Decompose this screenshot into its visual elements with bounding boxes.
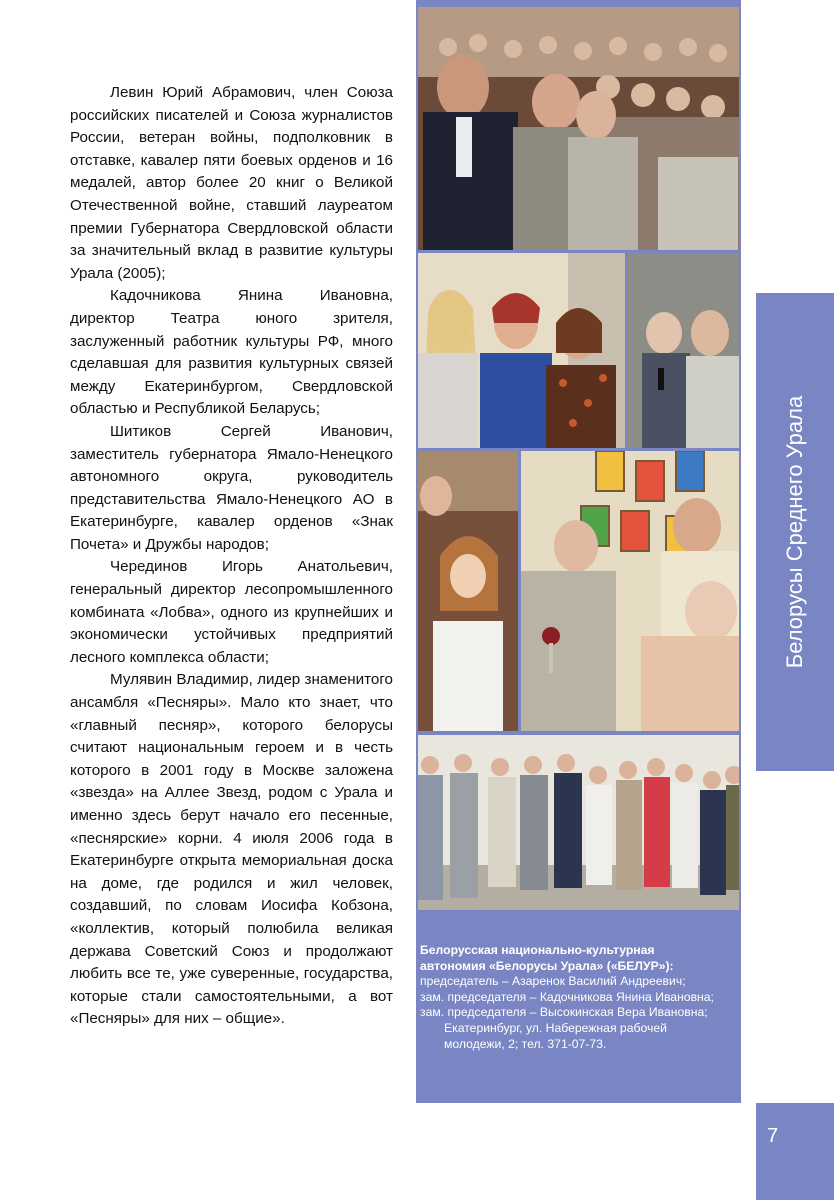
photo-group: [418, 735, 739, 910]
section-tab: [756, 293, 834, 771]
caption-title-line2: автономия «Белорусы Урала» («БЕЛУР»):: [420, 958, 674, 973]
photo-young-woman: [418, 451, 518, 731]
organization-caption: [420, 943, 738, 1052]
caption-address-line2: молодежи, 2; тел. 371-07-73.: [444, 1036, 607, 1051]
paragraph-shitikov: Шитиков Сергей Иванович, заместитель губернатора Ямало-Ненецкого автономного округа, руководитель представительства Ямало-Ненецкого АО в Екатеринбурге, кавалер орденов «Знак Почета» и Дружбы народов;: [70, 422, 393, 553]
photo-toast: [521, 451, 739, 731]
page-number-tab: [756, 1103, 834, 1200]
caption-title-line1: Белорусская национально-культурная: [420, 943, 655, 957]
caption-chairman: председатель – Азаренок Василий Андреевич;: [420, 974, 686, 989]
photo-women: [418, 253, 625, 448]
paragraph-kadochnikova: Кадочникова Янина Ивановна, директор Театра юного зрителя, заслуженный работник культуры РФ, много сделавшая для развития культурных связей между Екатеринбургом, Свердловской областью и Республикой Беларусь;: [70, 287, 393, 418]
paragraph-mulyavin: Мулявин Владимир, лидер знаменитого ансамбля «Песняры». Мало кто знает, что «главный песняр», которого белорусы считают национальным героем и в честь которого в 2001 году в Москве заложена «звезда» на Аллее Звезд, родом с Урала и именно здесь берут начало его песенные, «песнярские» корни. 4 июля 2006 года в Екатеринбурге открыта мемориальная доска на доме, где родился и жил человек, создавший, по словам Иосифа Кобзона, «коллектив, который полюбила великая держава Советский Союз и продолжают любить все те, уже суверенные, государства, которые стали самостоятельными, а вот «Песняры» для них – общие».: [70, 671, 393, 1028]
section-tab-label: Белорусы Среднего Урала: [782, 395, 807, 669]
paragraph-levin: Левин Юрий Абрамович, член Союза российских писателей и Союза журналистов России, ветеран войны, подполковник в отставке, кавалер пяти боевых орденов и 16 медалей, автор более 20 книг о Великой Отечественной войне, ставший лауреатом премии Губернатора Свердловской области за значительный вклад в развитие культуры Урала (2005);: [70, 84, 393, 282]
paragraph-cheredinov: Черединов Игорь Анатольевич, генеральный директор лесопромышленного комбината «Лобва», одного из крупнейших и экономически устойчивых предприятий лесного комплекса области;: [70, 558, 393, 666]
caption-deputy-2: зам. председателя – Высокинская Вера Ивановна;: [420, 1005, 708, 1020]
page-number: 7: [767, 1125, 779, 1147]
caption-deputy-1: зам. председателя – Кадочникова Янина Ивановна;: [420, 989, 714, 1004]
photo-auditorium: [418, 7, 739, 250]
photo-speaker: [628, 253, 739, 448]
photo-column: [416, 0, 741, 1103]
article-text: [70, 82, 393, 1031]
caption-address-line1: Екатеринбург, ул. Набережная рабочей: [444, 1020, 667, 1035]
